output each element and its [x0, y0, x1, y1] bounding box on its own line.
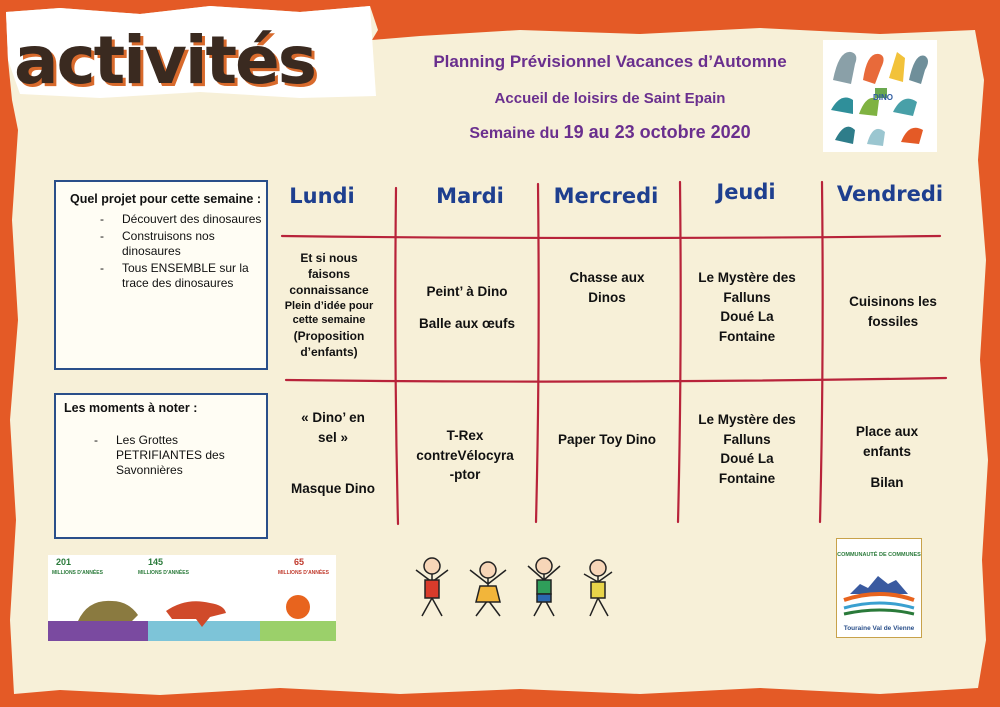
- cell-line: (Proposition: [293, 329, 365, 344]
- cell-line: Fontaine: [718, 328, 776, 344]
- cell-line: Peint’ à Dino: [426, 284, 508, 299]
- timeline-label-201: 201: [56, 557, 72, 567]
- community-logo: [836, 538, 922, 638]
- cell-line: Cuisinons les: [849, 294, 937, 309]
- cell-line: Le Mystère des: [698, 412, 796, 427]
- cell-line: Et si nous: [300, 251, 358, 265]
- project-title: Quel projet pour cette semaine :: [70, 192, 262, 206]
- cell-line: Falluns: [723, 289, 771, 305]
- cell-spacer: [266, 447, 400, 479]
- page-title: Planning Prévisionnel Vacances d’Automne: [433, 52, 787, 71]
- cell-line: Fontaine: [718, 470, 776, 486]
- cell-line: Balle aux œufs: [418, 315, 516, 331]
- cell-line: faisons: [307, 267, 350, 282]
- cell-lundi-morning: [262, 250, 396, 361]
- cell-vendredi-morning: [826, 292, 960, 331]
- cell-line: d’enfants): [300, 345, 358, 360]
- cell-line: Masque Dino: [290, 481, 375, 497]
- timeline-unit: MILLIONS D'ANNÉES: [52, 570, 103, 576]
- activites-logo: activités: [14, 22, 316, 99]
- cell-lundi-afternoon: [266, 408, 400, 499]
- cell-mercredi-morning: [540, 268, 674, 307]
- cell-mardi-morning: [400, 282, 534, 333]
- kids-jumping-illustration: [392, 552, 628, 636]
- week-prefix: Semaine du: [469, 125, 560, 142]
- dino-logo-label: DINO: [873, 93, 893, 102]
- community-logo-bottom: Touraine Val de Vienne: [843, 625, 915, 632]
- day-header-jeudi: Jeudi: [716, 180, 776, 204]
- day-header-mardi: Mardi: [436, 184, 504, 208]
- day-header-vendredi: Vendredi: [836, 182, 944, 206]
- cell-line: Doué La: [720, 451, 774, 467]
- cell-line: Le Mystère des: [698, 270, 796, 285]
- cell-line: connaissance: [289, 283, 369, 298]
- kid-icon: [528, 558, 560, 616]
- kid-icon: [416, 558, 448, 616]
- cell-line: Plein d’idée pour: [284, 299, 374, 312]
- cell-line: Bilan: [870, 475, 904, 491]
- cell-spacer: [820, 461, 954, 473]
- cell-line: sel »: [317, 429, 349, 445]
- day-header-mercredi: Mercredi: [553, 184, 659, 208]
- cell-line: Doué La: [720, 309, 774, 325]
- week-dates: 19 au 23 octobre 2020: [563, 122, 751, 142]
- cell-vendredi-afternoon: [820, 422, 954, 493]
- timeline-unit: MILLIONS D'ANNÉES: [138, 570, 189, 576]
- cell-line: Falluns: [723, 431, 771, 447]
- list-item: - Les Grottes PETRIFIANTES des Savonnières: [116, 433, 262, 478]
- cell-line: « Dino’ en: [301, 410, 365, 425]
- timeline-label-145: 145: [148, 557, 164, 567]
- page-subtitle: Accueil de loisirs de Saint Epain: [494, 90, 726, 107]
- dinosaur-timeline-illustration: [48, 555, 336, 641]
- cell-line: -ptor: [449, 467, 481, 483]
- cell-line: cette semaine: [292, 314, 366, 327]
- day-header-lundi: Lundi: [289, 184, 355, 208]
- cell-line: Chasse aux: [569, 270, 645, 285]
- cell-mercredi-afternoon: [540, 430, 674, 450]
- kid-icon: [584, 560, 612, 616]
- moments-title: Les moments à noter :: [64, 401, 198, 415]
- cell-line: Dinos: [588, 289, 626, 305]
- community-logo-top: COMMUNAUTÉ DE COMMUNES: [837, 552, 921, 558]
- list-item: - Tous ENSEMBLE sur la trace des dinosaures: [122, 261, 262, 291]
- cell-line: Paper Toy Dino: [557, 432, 656, 447]
- kid-icon: [470, 562, 506, 616]
- cell-mardi-afternoon: [398, 426, 532, 485]
- timeline-unit: MILLIONS D'ANNÉES: [278, 570, 329, 576]
- cell-line: fossiles: [867, 313, 919, 329]
- cell-line: enfants: [862, 443, 911, 459]
- cell-line: Place aux: [855, 424, 919, 439]
- timeline-label-65: 65: [294, 557, 305, 567]
- cell-spacer: [400, 302, 534, 314]
- cell-line: contreVélocyra: [416, 447, 514, 463]
- list-item: - Construisons nos dinosaures: [122, 229, 262, 259]
- cell-jeudi-morning: [680, 268, 814, 346]
- cell-jeudi-afternoon: [680, 410, 814, 488]
- meteor-icon: [286, 595, 310, 619]
- cell-line: T-Rex: [446, 428, 484, 443]
- list-item: - Découvert des dinosaures: [122, 212, 262, 227]
